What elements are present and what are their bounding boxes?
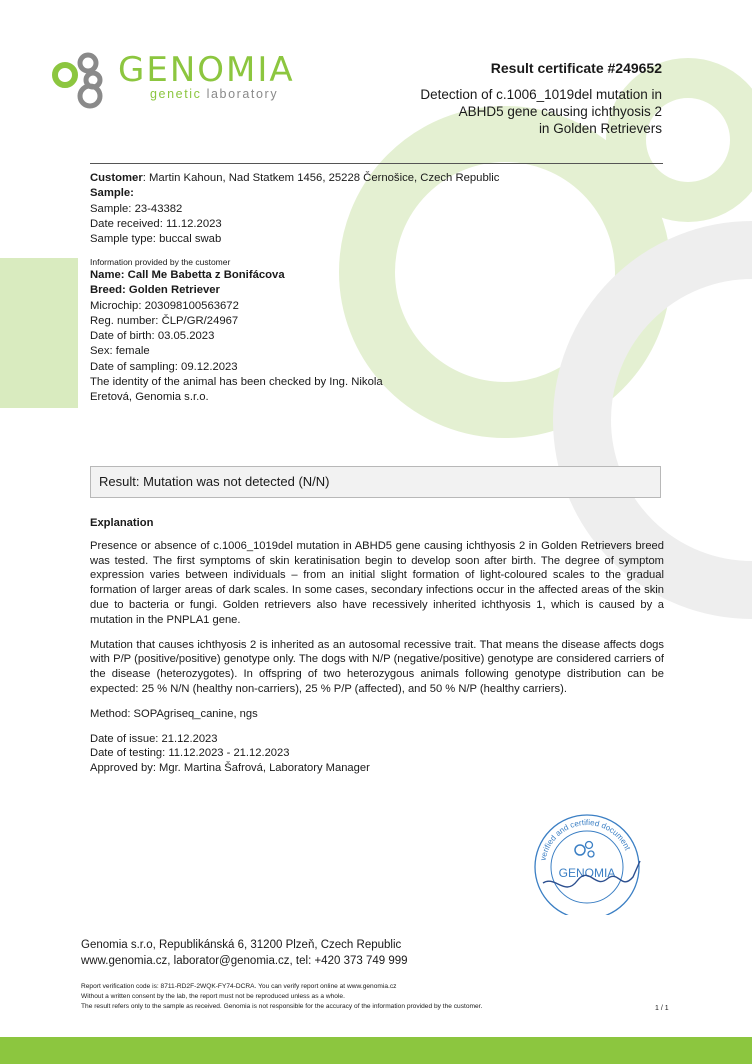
svg-text:GENOMIA: GENOMIA [558,866,616,880]
issue-date: Date of issue: 21.12.2023 [90,732,218,745]
result-box: Result: Mutation was not detected (N/N) [90,466,661,498]
sample-type: Sample type: buccal swab [90,233,222,246]
animal-microchip: Microchip: 203098100563672 [90,299,239,312]
customer-line: Customer: Martin Kahoun, Nad Statkem 1456, 25228 Černošice, Czech Republic [90,172,500,184]
logo-subtitle: genetic laboratory [150,87,279,101]
sample-id: Sample: 23-43382 [90,202,183,215]
footer-bar [0,1037,752,1064]
certification-stamp [525,805,655,915]
genomia-logo [50,50,330,110]
explanation-paragraph: Presence or absence of c.1006_1019del mutation in ABHD5 gene causing ichthyosis 2 in Golden Retrievers breed was tested. The first symptoms of skin keratinisation begin to develop soon after birth. The degree of symptom expression varies between individuals – from an initial slight formation of light-coloured scales to the gradual formation of larger areas of dark scales. In some cases, secondary infections occur in the affected areas of the skin due to bacteria or fungi. Golden retrievers also have recessively inherited ichthyosis 1, which is caused by a mutation in the PNPLA1 gene. [90,539,664,626]
header-divider [90,163,663,164]
customer-info-note: Information provided by the customer [90,257,231,267]
method-line: Method: SOPAgriseq_canine, ngs [90,707,258,720]
sample-heading: Sample: [90,187,134,200]
footer-fine-print: Report verification code is: 8711-RD2F-2WQK-FY74-DCRA. You can verify report online at www.genomia.cz Without a written consent by the lab, the report must not be reproduced unless as a whole. The result refers only to the sample as received. Genomia is not responsible for the accuracy of the information provided by the customer. [81,983,483,1010]
animal-reg-number: Reg. number: ČLP/GR/24967 [90,314,239,327]
animal-name: Name: Call Me Babetta z Bonifácova [90,269,285,281]
logo-wordmark: GENOMIA [118,50,295,90]
animal-sex: Sex: female [90,345,150,358]
svg-text:verified and certified documen: verified and certified document [538,817,633,862]
explanation-heading: Explanation [90,517,154,529]
approved-by: Approved by: Mgr. Martina Šafrová, Laboratory Manager [90,762,370,775]
certificate-title: Result certificate #249652 [490,60,662,76]
animal-birth-date: Date of birth: 03.05.2023 [90,330,215,343]
animal-info-block [90,256,383,406]
sample-date-received: Date received: 11.12.2023 [90,217,222,230]
page-number: 1 / 1 [655,1005,669,1012]
animal-breed: Breed: Golden Retriever [90,284,220,297]
genomia-logo-icon [50,50,116,110]
sampling-date: Date of sampling: 09.12.2023 [90,360,238,373]
identity-check-line-2: Eretová, Genomia s.r.o. [90,391,209,404]
customer-sample-block [90,171,499,247]
footer-address: Genomia s.r.o, Republikánská 6, 31200 Plzeň, Czech Republic www.genomia.cz, laborator@genomia.cz, tel: +420 373 749 999 [81,939,408,967]
explanation-paragraph: Mutation that causes ichthyosis 2 is inherited as an autosomal recessive trait. That means the disease affects dogs with P/P (positive/positive) genotype only. The dogs with N/P (negative/positive) genotype are considered carriers of the disease (heterozygotes). In offspring of two heterozygous animals following genotype distribution can be expected: 25 % N/N (healthy non-carriers), 25 % P/P (affected), and 50 % N/P (healthy carriers). [90,638,664,695]
explanation-section [90,516,664,776]
identity-check-line-1: The identity of the animal has been checked by Ing. Nikola [90,376,383,389]
testing-dates: Date of testing: 11.12.2023 - 21.12.2023 [90,747,290,760]
certificate-subtitle: Detection of c.1006_1019del mutation in ABHD5 gene causing ichthyosis 2 in Golden Retrievers [420,87,662,136]
